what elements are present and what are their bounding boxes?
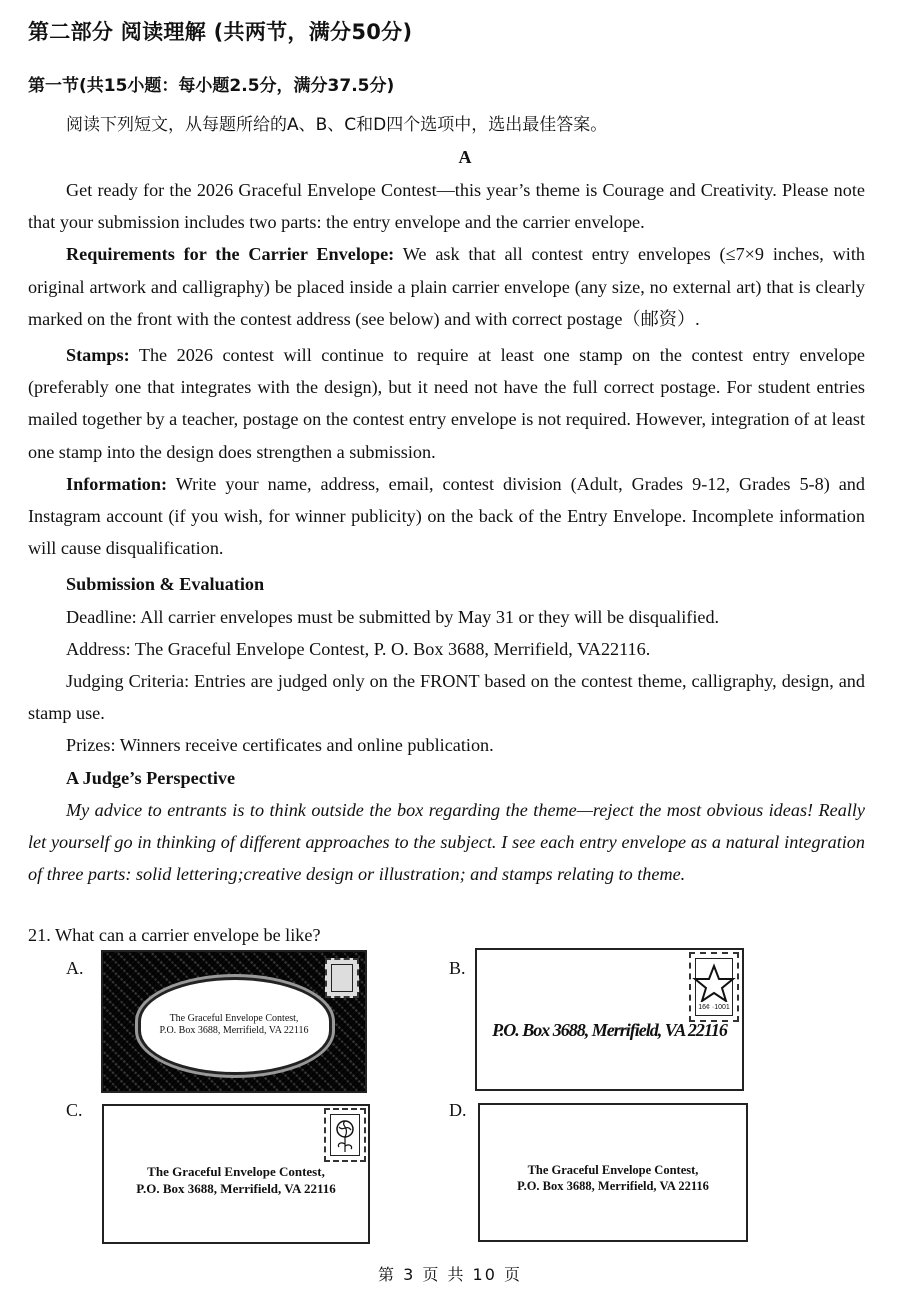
intro-paragraph: Get ready for the 2026 Graceful Envelope Contest—this year’s theme is Courage and Creativity. Please note that your submission includes two parts: the entry envelope and the carrier envelope.: [28, 180, 865, 233]
option-c-address-line2: P.O. Box 3688, Merrifield, VA 22116: [136, 1181, 336, 1196]
option-b-envelope: [475, 948, 744, 1091]
section-title: 第一节(共15小题：每小题2.5分，满分37.5分): [28, 76, 395, 96]
option-d-address-line1: The Graceful Envelope Contest,: [527, 1163, 699, 1177]
rose-stamp-icon: [325, 958, 359, 998]
deadline-line: Deadline: All carrier envelopes must be submitted by May 31 or they will be disqualified.: [66, 606, 720, 627]
submission-heading: Submission & Evaluation: [66, 574, 265, 595]
option-d-envelope: [478, 1103, 748, 1242]
option-b-address: P.O. Box 3688, Merrifield, VA 22116: [492, 1020, 727, 1040]
information-paragraph: [28, 468, 865, 565]
passage-body: [28, 174, 865, 890]
judge-heading: A Judge’s Perspective: [66, 767, 236, 788]
passage-letter: A: [458, 147, 472, 167]
option-b-label: B.: [449, 958, 466, 978]
stamps-text: The 2026 contest will continue to require at least one stamp on the contest entry envelope (preferably one that integrates with the design), but it need not have the full correct postage. For student entries mailed together by a teacher, postage on the contest entry envelope is not required. However, integration of at least one stamp into the design does strengthen a submission.: [28, 345, 865, 462]
instructions: 阅读下列短文，从每题所给的A、B、C和D四个选项中，选出最佳答案。: [66, 115, 608, 135]
option-a-address-line1: The Graceful Envelope Contest,: [169, 1013, 299, 1024]
option-a-envelope: [101, 950, 367, 1093]
carrier-text: We ask that all contest entry envelopes (≤7×9 inches, with original artwork and calligraphy) be placed inside a plain carrier envelope (any size, no external art) that is clearly marked on the front with the contest address (see below) and with correct postage（邮资）.: [28, 244, 865, 329]
information-text: Write your name, address, email, contest division (Adult, Grades 9-12, Grades 5-8) and Instagram account (if you wish, for winner publicity) on the back of the Entry Envelope. Incomplete information will cause disqualification.: [28, 473, 865, 559]
option-c-label: C.: [66, 1100, 83, 1120]
option-d-label: D.: [449, 1100, 467, 1120]
option-d-address-line2: P.O. Box 3688, Merrifield, VA 22116: [517, 1179, 709, 1193]
judge-quote: My advice to entrants is to think outside the box regarding the theme—reject the most obvious ideas! Really let yourself go in thinking of different approaches to the subject. I see each entry envelope as a natural integration of three parts: solid lettering;creative design or illustration; and stamps relating to theme.: [28, 799, 865, 885]
stamps-label: Stamps:: [66, 345, 130, 366]
part-title: 第二部分 阅读理解 (共两节，满分50分): [28, 20, 413, 44]
carrier-label: Requirements for the Carrier Envelope:: [66, 244, 395, 265]
option-c-envelope: [102, 1104, 370, 1244]
carrier-paragraph: [28, 238, 865, 335]
stamps-paragraph: [28, 339, 865, 468]
option-a-address-line2: P.O. Box 3688, Merrifield, VA 22116: [159, 1025, 309, 1036]
page-footer: 第 3 页 共 10 页: [378, 1265, 522, 1284]
judging-line: Judging Criteria: Entries are judged only on the FRONT based on the contest theme, calligraphy, design, and stamp use.: [28, 671, 865, 724]
star-stamp-icon: [689, 952, 739, 1022]
rose-stamp-icon: [324, 1108, 366, 1162]
question-21: 21. What can a carrier envelope be like?: [28, 925, 321, 945]
information-label: Information:: [66, 473, 168, 494]
prizes-line: Prizes: Winners receive certificates and online publication.: [66, 735, 494, 756]
option-a-label: A.: [66, 958, 84, 978]
address-line: Address: The Graceful Envelope Contest, P. O. Box 3688, Merrifield, VA22116.: [66, 638, 651, 659]
stamp-denomination: 16¢ ·1001: [698, 1004, 730, 1011]
option-c-address-line1: The Graceful Envelope Contest,: [147, 1164, 325, 1179]
